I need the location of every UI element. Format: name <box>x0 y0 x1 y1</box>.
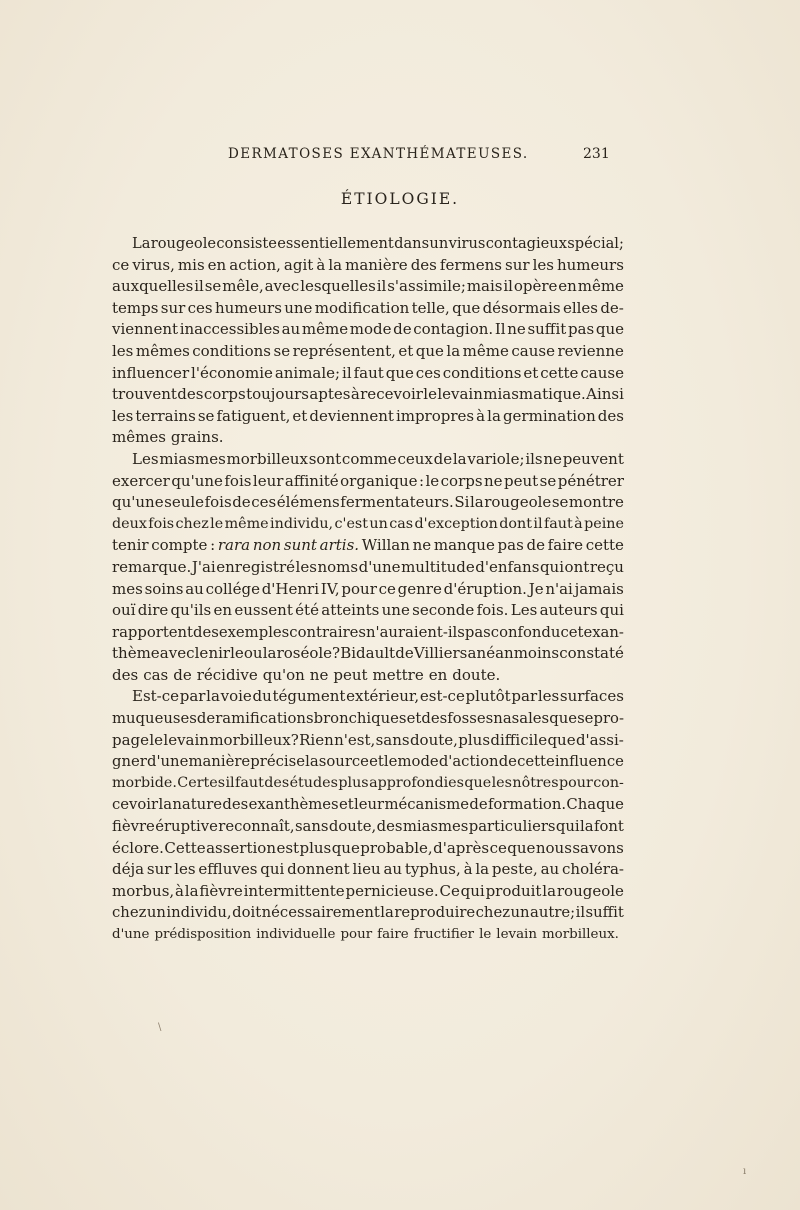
body-text <box>112 233 624 946</box>
text-line: les terrains se fatiguent, et deviennent impropres à la germination des <box>112 406 624 425</box>
page-number: 231 <box>583 146 610 162</box>
text-line: viennent inaccessibles au même mode de contagion. Il ne suffit pas que <box>112 320 624 339</box>
section-title: ÉTIOLOGIE. <box>340 190 460 208</box>
text-line: chez un individu, doit nécessairement la reproduire chez un autre; il suffit <box>112 904 624 922</box>
text-line: thème avec le nirle ou la roséole? Bidault de Villiers a néanmoins constaté <box>112 644 624 663</box>
text-line: page le levain morbilleux? Rien n'est, sans doute, plus difficile que d'assi- <box>112 730 624 749</box>
text-line: qu'une seule fois de ces élémens fermentateurs. Si la rougeole se montre <box>112 493 624 512</box>
text-line: des cas de récidive qu'on ne peut mettre en doute. <box>112 665 501 684</box>
text-line: La rougeole consiste essentiellement dans un virus contagieux spécial; <box>132 235 624 252</box>
text-line: rapportent des exemples contraires n'auraient-ils pas confondu cet exan- <box>112 623 624 641</box>
text-line: ce virus, mis en action, agit à la manière des fermens sur les humeurs <box>112 255 624 274</box>
text-line: exercer qu'une fois leur affinité organique : le corps ne peut se pénétrer <box>112 471 624 490</box>
text-line: Les miasmes morbilleux sont comme ceux de la variole; ils ne peuvent <box>132 449 624 468</box>
text-line: fièvre éruptive reconnaît, sans doute, des miasmes particuliers qui la font <box>112 818 624 836</box>
text-line: déja sur les effluves qui donnent lieu au typhus, à la peste, au choléra- <box>112 860 624 879</box>
text-line: Est-ce par la voie du tégument extérieur, est-ce plutôt par les surfaces <box>132 687 624 706</box>
text-line: les mêmes conditions se représentent, et que la même cause revienne <box>112 341 624 360</box>
text-line: éclore. Cette assertion est plus que probable, d'après ce que nous savons <box>112 838 624 857</box>
text-line: influencer l'économie animale; il faut que ces conditions et cette cause <box>112 363 624 382</box>
paper-speck: \ <box>158 1022 162 1033</box>
running-header <box>0 146 800 166</box>
paper-speck: ı <box>743 1166 747 1177</box>
text-line: tenir compte : rara non sunt artis. Willan ne manque pas de faire cette <box>112 536 624 555</box>
text-line: trouvent des corps toujours aptes à recevoir le levain miasmatique. Ainsi <box>112 385 624 404</box>
text-line: ouï dire qu'ils en eussent été atteints une seconde fois. Les auteurs qui <box>112 601 624 620</box>
text-line: mes soins au collége d'Henri IV, pour ce genre d'éruption. Je n'ai jamais <box>112 579 624 598</box>
text-line: auxquelles il se mêle, avec lesquelles il s'assimile; mais il opère en même <box>112 277 624 296</box>
text-line: d'une prédisposition individuelle pour faire fructifier le levain morbilleux. <box>112 927 619 942</box>
text-line: deux fois chez le même individu, c'est un cas d'exception dont il faut à peine <box>112 515 624 532</box>
text-line: temps sur ces humeurs une modification telle, que désormais elles de- <box>112 298 624 317</box>
text-line: morbus, à la fièvre intermittente pernicieuse. Ce qui produit la rougeole <box>112 881 624 900</box>
running-title: DERMATOSES EXANTHÉMATEUSES. <box>228 146 529 162</box>
text-line: morbide. Certes il faut des études plus approfondies que les nôtres pour con- <box>112 774 624 791</box>
text-line: cevoir la nature des exanthèmes et leur mécanisme de formation. Chaque <box>112 796 624 814</box>
text-line: mêmes grains. <box>112 428 224 447</box>
text-line: gner d'une manière précise la source et le mode d'action de cette influence <box>112 753 624 771</box>
text-line: remarque. J'ai enregistré les noms d'une multitude d'enfans qui ont reçu <box>112 557 624 576</box>
text-line: muqueuses de ramifications bronchiques et des fosses nasales que se pro- <box>112 710 624 728</box>
